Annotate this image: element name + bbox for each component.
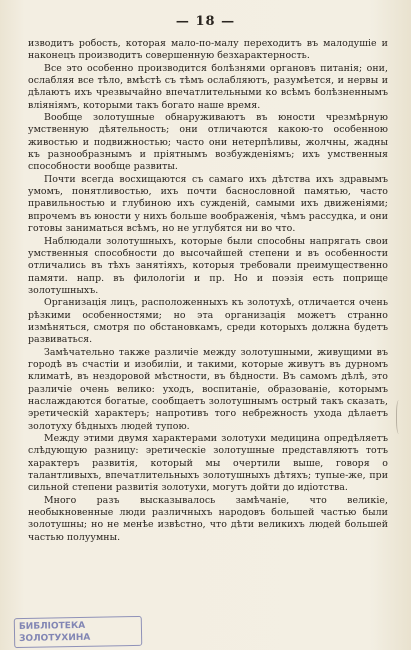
paragraph: Все это особенно производится болѣзнями органовъ питанія; они, ослабляя все тѣло, вмѣстѣ съ тѣмъ ослабляютъ, разумѣется, и нервы и дѣлаютъ ихъ чрезвычайно впечатлительными ко всѣмъ болѣзненнымъ вліяніямъ, которыми такъ богато наше время. [28,62,388,111]
paragraph: Почти всегда восхищаются съ самаго ихъ дѣтства ихъ здравымъ умомъ, понятливостью, ихъ почти баснословной памятью, часто правильностью и глубиною ихъ сужденій, самыми ихъ движеніями; впрочемъ въ юности у нихъ больше воображенія, чѣмъ рассудка, и они готовы заниматься всѣмъ, но не углубятся ни во что. [28,173,388,235]
paragraph: Замѣчательно также различіе между золотушными, живущими въ городѣ въ счастіи и изобиліи, и такими, которые живутъ въ дурномъ климатѣ, въ нездоровой мѣстности, въ бѣдности. Въ самомъ дѣлѣ, это различіе очень велико: уходъ, воспитаніе, образованіе, которымъ наслаждаются богатые, сообщаетъ золотушнымъ острый такъ сказать, эретическій характеръ; напротивъ того небрежность ухода дѣлаетъ золотуху бѣдныхъ людей тупою. [28,346,388,432]
margin-pencil-mark [396,400,403,434]
stamp-line: ЗОЛОТУХИНА [19,632,91,645]
paragraph: Вообще золотушные обнаруживаютъ въ юности чрезмѣрную умственную дѣятельность; они отличаются какою-то особенною живостью и подвижностью; часто они нетерпѣливы, жолчны, жадны къ разнообразнымъ и пріятнымъ возбужденіямъ; ихъ умственныя способности вообще развиты. [28,112,388,173]
library-stamp [14,616,143,648]
paragraph: Между этими двумя характерами золотухи медицина опредѣляетъ слѣдующую разницу: эретическіе золотушные представляютъ тотъ характеръ развитія, который мы очертили выше, говоря о талантливыхъ, впечатлительныхъ золотушныхъ дѣтяхъ; тупые-же, при сильной степени развитія золотухи, могутъ дойти до идіотства. [28,433,388,494]
paragraph: Наблюдали золотушныхъ, которые были способны напрягать свои умственныя способности до высочайшей степени и въ особенности отличались въ тѣхъ занятіяхъ, которыя требовали преимущественно памяти. напр. въ филологіи и пр. Но и поэзія есть поприще золотушныхъ. [28,235,388,296]
page-number: — 18 — [175,14,236,29]
paragraph: Много разъ высказывалось замѣчаніе, что великіе, необыкновенные люди различныхъ народовъ большей частью были золотушны; но не менѣе извѣстно, что дѣти великихъ людей большей частью полуумны. [28,494,388,543]
body-text [28,38,388,544]
paragraph: изводитъ робость, которая мало-по-малу переходитъ въ малодушіе и наконецъ производитъ совершенную безхарактерность. [28,38,388,62]
paragraph: Организація лицъ, расположенныхъ къ золотухѣ, отличается очень рѣзкими особенностями; но эта организація можетъ странно измѣняться, смотря по обстановкамъ, среди которыхъ должна будетъ развиваться. [28,297,388,346]
stamp-line: БИБЛІОТЕКА [18,620,86,633]
